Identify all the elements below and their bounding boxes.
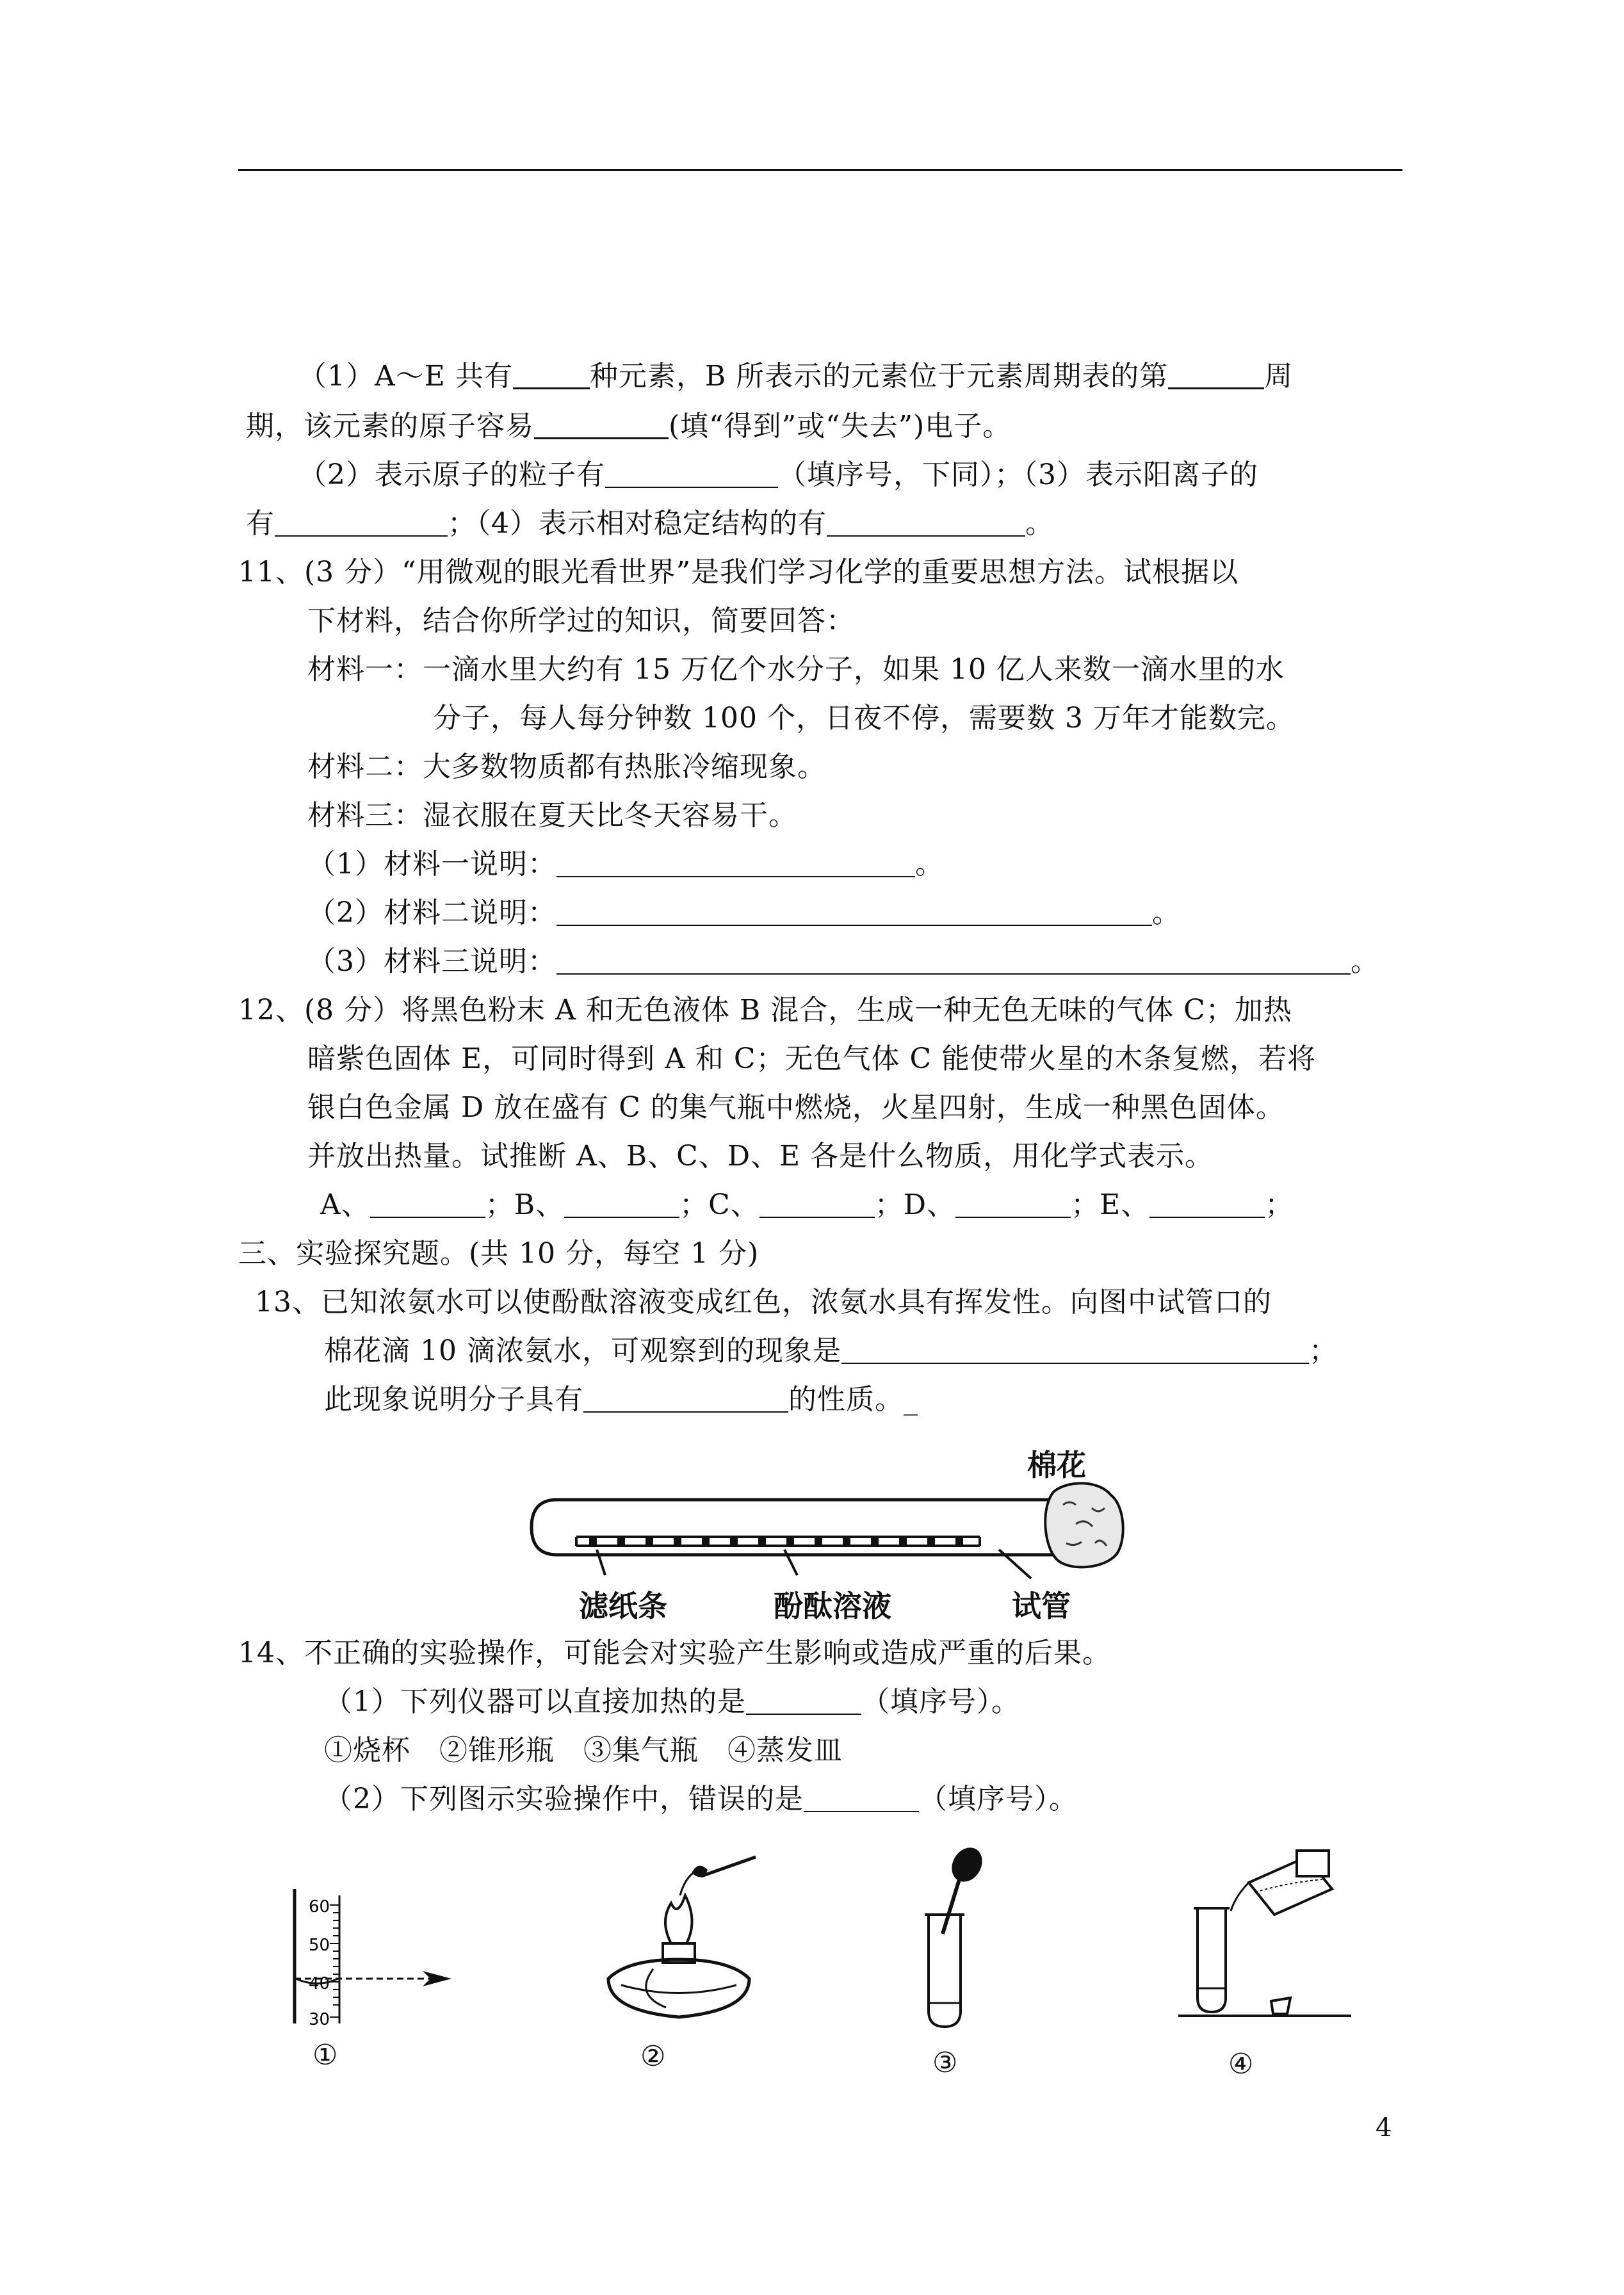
answer-blank[interactable]: [605, 461, 778, 488]
answer-blank[interactable]: [759, 1191, 875, 1218]
q10-text: ；（4）表示相对稳定结构的有: [448, 507, 827, 540]
figure-label-1: ①: [313, 2039, 338, 2072]
q13-line-3: [324, 1382, 918, 1418]
q11-text: 。: [1152, 896, 1181, 929]
section-3-heading: 三、实验探究题。(共 10 分，每空 1 分): [238, 1237, 759, 1270]
q14-part-1: [324, 1684, 1020, 1720]
tick-50: 50: [309, 1936, 330, 1955]
answer-blank[interactable]: [556, 948, 1351, 975]
answer-blank[interactable]: [827, 510, 1025, 537]
q13-line-2: [324, 1333, 1338, 1369]
phenolphthalein-dot: [955, 1537, 963, 1545]
page-number: 4: [1376, 2113, 1392, 2143]
q11-stem-1: 11、(3 分）“用微观的眼光看世界”是我们学习化学的重要思想方法。试根据以: [238, 556, 1239, 588]
answer-blank[interactable]: [513, 362, 590, 389]
q11-material-3: 材料三：湿衣服在夏天比冬天容易干。: [307, 799, 797, 832]
q12-text: ；: [1265, 1188, 1294, 1221]
figure-label-2: ②: [640, 2040, 666, 2073]
answer-blank[interactable]: [534, 412, 669, 439]
q14-options: ①烧杯 ②锥形瓶 ③集气瓶 ④蒸发皿: [324, 1734, 843, 1767]
q10-line-2: [246, 409, 1011, 444]
q14-text: （2）下列图示实验操作中，错误的是: [324, 1783, 804, 1815]
q12-label-d: ；D、: [874, 1188, 956, 1221]
dropper-figure: [903, 1844, 1005, 2036]
q12-answers: [320, 1187, 1294, 1223]
q10-text: 期，该元素的原子容易: [246, 410, 534, 442]
graduated-cylinder-figure: [269, 1889, 461, 2036]
header-rule: [238, 169, 1402, 171]
q14-part-2: [324, 1781, 1078, 1817]
q11-text: 。: [1351, 945, 1379, 978]
q11-answer-3: [307, 944, 1379, 980]
answer-blank[interactable]: [841, 1337, 1309, 1364]
label-filter-strip: 滤纸条: [579, 1589, 667, 1623]
label-phenolphthalein: 酚酞溶液: [774, 1589, 891, 1623]
answer-blank[interactable]: [955, 1191, 1071, 1218]
q10-text: 周: [1264, 360, 1294, 393]
q10-line-4: [246, 506, 1054, 542]
phenolphthalein-dot: [899, 1537, 907, 1545]
q12-stem-4: 并放出热量。试推断 A、B、C、D、E 各是什么物质，用化学式表示。: [307, 1140, 1214, 1172]
q12-stem-3: 银白色金属 D 放在盛有 C 的集气瓶中燃烧，火星四射，生成一种黑色固体。: [307, 1091, 1285, 1124]
phenolphthalein-dot: [815, 1537, 822, 1545]
phenolphthalein-dot: [871, 1537, 879, 1545]
q12-stem-2: 暗紫色固体 E，可同时得到 A 和 C；无色气体 C 能使带火星的木条复燃，若将: [307, 1042, 1317, 1075]
q12-label-a: A、: [320, 1188, 370, 1221]
q13-text: 此现象说明分子具有: [324, 1383, 583, 1416]
q11-material-1a: 材料一：一滴水里大约有 15 万亿个水分子，如果 10 亿人来数一滴水里的水: [307, 653, 1285, 686]
answer-blank[interactable]: [1168, 362, 1264, 389]
q10-text: 种元素，B 所表示的元素位于元素周期表的第: [589, 360, 1169, 393]
q10-line-3: [298, 457, 1258, 493]
phenolphthalein-dot: [617, 1537, 625, 1545]
phenolphthalein-dot: [589, 1537, 597, 1545]
q10-text: 有: [246, 507, 275, 540]
q11-text: 。: [915, 848, 944, 880]
q13-text: 棉花滴 10 滴浓氨水，可观察到的现象是: [324, 1334, 841, 1367]
figure-label-4: ④: [1228, 2048, 1254, 2080]
q12-label-e: ；E、: [1071, 1188, 1150, 1221]
phenolphthalein-dot: [730, 1537, 738, 1545]
answer-blank[interactable]: [556, 850, 915, 877]
q10-text: （填序号，下同）；（3）表示阳离子的: [778, 458, 1258, 491]
q14-text: （1）下列仪器可以直接加热的是: [324, 1685, 746, 1718]
q14-text: （填序号）。: [861, 1685, 1020, 1718]
tick-60: 60: [309, 1897, 330, 1917]
q11-answer-label: （2）材料二说明：: [307, 896, 556, 929]
tick-30: 30: [309, 2010, 330, 2029]
q13-text: 的性质。_: [788, 1383, 918, 1416]
q11-stem-2: 下材料，结合你所学过的知识，简要回答：: [307, 604, 855, 637]
q11-answer-label: （1）材料一说明：: [307, 848, 556, 880]
q10-text: （1）A～E 共有: [298, 360, 513, 393]
pouring-figure: [1172, 1844, 1364, 2030]
q12-stem-1: 12、(8 分）将黑色粉末 A 和无色液体 B 混合，生成一种无色无味的气体 C；加热: [238, 994, 1292, 1026]
phenolphthalein-dot: [646, 1537, 653, 1545]
q12-label-b: ；B、: [485, 1188, 565, 1221]
phenolphthalein-dot: [927, 1537, 935, 1545]
phenolphthalein-dot: [758, 1537, 766, 1545]
label-cotton: 棉花: [1027, 1448, 1086, 1482]
q11-material-2: 材料二：大多数物质都有热胀冷缩现象。: [307, 750, 826, 783]
q11-answer-2: [307, 895, 1181, 931]
q13-stem-1: 13、已知浓氨水可以使酚酞溶液变成红色，浓氨水具有挥发性。向图中试管口的: [255, 1286, 1272, 1318]
answer-blank[interactable]: [370, 1191, 485, 1218]
answer-blank[interactable]: [804, 1785, 919, 1812]
q10-text: （2）表示原子的粒子有: [298, 458, 605, 491]
figure-label-3: ③: [932, 2047, 958, 2079]
q10-line-1: [298, 359, 1293, 394]
q12-label-c: ；C、: [679, 1188, 759, 1221]
q14-text: （填序号）。: [919, 1783, 1078, 1815]
answer-blank[interactable]: [564, 1191, 679, 1218]
answer-blank[interactable]: [746, 1688, 861, 1715]
phenolphthalein-dot: [674, 1537, 681, 1545]
answer-blank[interactable]: [275, 510, 448, 537]
alcohol-lamp-figure: [596, 1857, 762, 2043]
phenolphthalein-dot: [702, 1537, 710, 1545]
tick-40: 40: [309, 1974, 330, 1993]
q10-text: (填“得到”或“失去”)电子。: [669, 410, 1012, 442]
label-test-tube: 试管: [1012, 1589, 1071, 1623]
answer-blank[interactable]: [583, 1386, 788, 1413]
answer-blank[interactable]: [556, 899, 1152, 926]
q11-answer-label: （3）材料三说明：: [307, 945, 556, 978]
q14-stem: 14、不正确的实验操作，可能会对实验产生影响或造成严重的后果。: [238, 1637, 1111, 1669]
answer-blank[interactable]: [1149, 1191, 1265, 1218]
phenolphthalein-dot: [843, 1537, 850, 1545]
phenolphthalein-dot: [786, 1537, 794, 1545]
q10-text: 。: [1025, 507, 1054, 540]
q13-text: ；: [1308, 1334, 1338, 1367]
q11-answer-1: [307, 847, 944, 882]
q11-material-1b: 分子，每人每分钟数 100 个，日夜不停，需要数 3 万年才能数完。: [433, 702, 1295, 734]
